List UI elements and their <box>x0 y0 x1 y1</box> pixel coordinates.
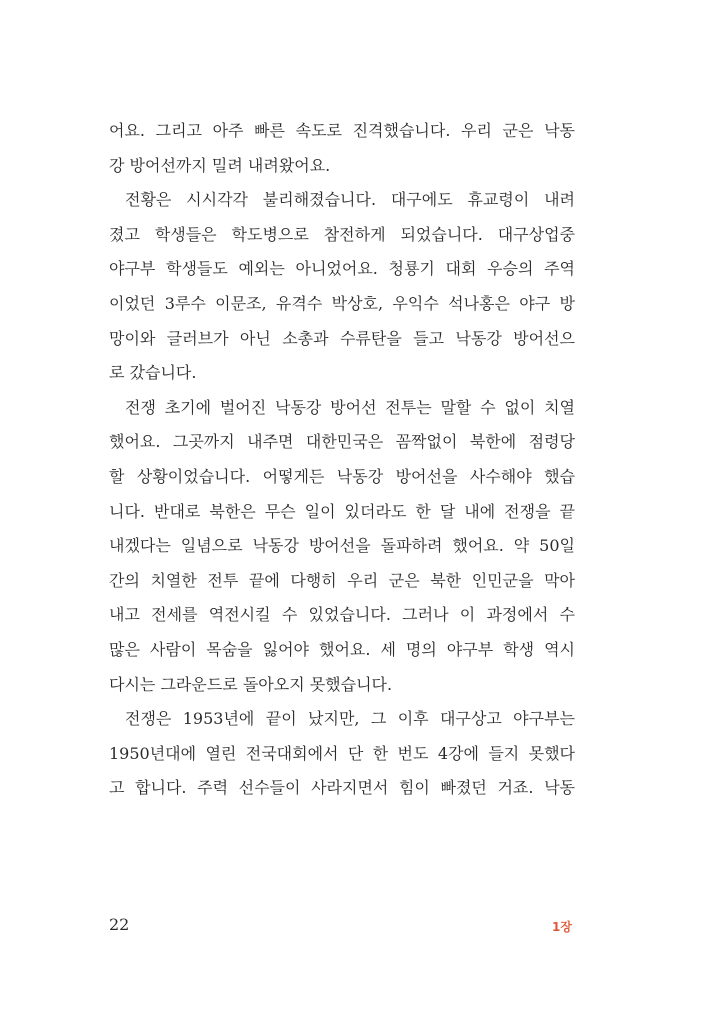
paragraph <box>109 702 575 806</box>
text-line: 망이와 글러브가 아닌 소총과 수류탄을 들고 낙동강 방어선으 <box>109 328 575 348</box>
text-line: 내고 전세를 역전시킬 수 있었습니다. 그러나 이 과정에서 수 <box>109 605 575 625</box>
paragraph <box>109 114 575 183</box>
text-line: 이었던 3루수 이문조, 유격수 박상호, 우익수 석나홍은 야구 방 <box>109 293 575 313</box>
text-line: 다시는 그라운드로 돌아오지 못했습니다. <box>109 674 393 694</box>
text-line: 고 합니다. 주력 선수들이 사라지면서 힘이 빠졌던 거죠. 낙동 <box>109 778 575 798</box>
text-line: 전쟁은 1953년에 끝이 났지만, 그 이후 대구상고 야구부는 <box>125 709 575 729</box>
text-line: 많은 사람이 목숨을 잃어야 했어요. 세 명의 야구부 학생 역시 <box>109 639 575 659</box>
chapter-label: 1장 <box>552 920 572 934</box>
text-line: 1950년대에 열린 전국대회에서 단 한 번도 4강에 들지 못했다 <box>109 743 575 763</box>
page-number: 22 <box>109 915 130 934</box>
text-line: 로 갔습니다. <box>109 363 197 383</box>
text-line: 니다. 반대로 북한은 무슨 일이 있더라도 한 달 내에 전쟁을 끝 <box>109 501 575 521</box>
text-line: 내겠다는 일념으로 낙동강 방어선을 돌파하려 했어요. 약 50일 <box>109 536 575 556</box>
text-line: 전황은 시시각각 불리해졌습니다. 대구에도 휴교령이 내려 <box>125 190 575 210</box>
text-line: 전쟁 초기에 벌어진 낙동강 방어선 전투는 말할 수 없이 치열 <box>125 397 575 417</box>
text-line: 간의 치열한 전투 끝에 다행히 우리 군은 북한 인민군을 막아 <box>109 570 575 590</box>
body-text <box>109 114 575 806</box>
text-line: 했어요. 그곳까지 내주면 대한민국은 꼼짝없이 북한에 점령당 <box>109 432 575 452</box>
paragraph <box>109 183 575 391</box>
text-line: 강 방어선까지 밀려 내려왔어요. <box>109 155 331 175</box>
text-line: 야구부 학생들도 예외는 아니었어요. 청룡기 대회 우승의 주역 <box>109 259 575 279</box>
text-line: 할 상황이었습니다. 어떻게든 낙동강 방어선을 사수해야 했습 <box>109 466 575 486</box>
text-line: 어요. 그리고 아주 빠른 속도로 진격했습니다. 우리 군은 낙동 <box>109 121 575 140</box>
text-line: 졌고 학생들은 학도병으로 참전하게 되었습니다. 대구상업중 <box>109 224 575 244</box>
paragraph <box>109 391 575 702</box>
